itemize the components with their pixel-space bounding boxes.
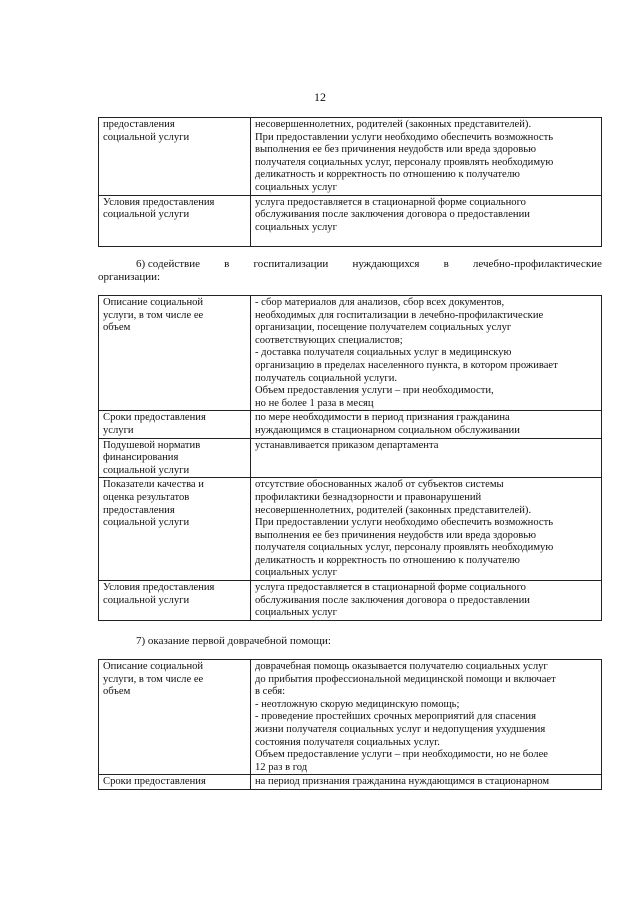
content-line: необходимых для госпитализации в лечебно-профилактические	[255, 309, 544, 321]
label-line: социальной услуги	[103, 131, 190, 143]
label-line: услуги, в том числе ее	[103, 309, 204, 321]
table-row	[99, 195, 602, 247]
label-line: объем	[103, 686, 131, 698]
content-line: соответствующих специалистов;	[255, 334, 403, 346]
content-line: несовершеннолетних, родителей (законных представителей).	[255, 504, 532, 516]
content-line: деликатность и корректность по отношению к получателю	[255, 169, 520, 181]
content-line: профилактики безнадзорности и правонарушений	[255, 491, 482, 503]
content-line: по мере необходимости в период признания гражданина	[255, 412, 510, 424]
content-line: устанавливается приказом департамента	[255, 439, 439, 451]
table-hospitalization	[98, 295, 602, 621]
table-row	[99, 660, 602, 775]
row-content	[251, 660, 602, 775]
content-line: 12 раз в год	[255, 761, 308, 773]
label-line: Условия предоставления	[103, 196, 215, 208]
heading-word: нуждающихся	[352, 258, 420, 270]
content-line: выполнения ее без причинения неудобств или вреда здоровью	[255, 529, 536, 541]
row-label	[99, 660, 251, 775]
content-line: деликатность и корректность по отношению к получателю	[255, 554, 520, 566]
label-line: социальной услуги	[103, 464, 190, 476]
content-line: получателя социальных услуг, персоналу проявлять необходимую	[255, 542, 554, 554]
label-line: финансирования	[103, 452, 179, 464]
table-continuation	[98, 117, 602, 247]
content-line: получатель социальной услуги.	[255, 372, 398, 384]
label-line: социальной услуги	[103, 517, 190, 529]
table-row	[99, 296, 602, 411]
label-line: социальной услуги	[103, 594, 190, 606]
label-line: предоставления	[103, 504, 175, 516]
table-row	[99, 411, 602, 438]
content-line: При предоставлении услуги необходимо обеспечить возможность	[255, 131, 554, 143]
heading-word: 6) содействие	[136, 258, 200, 270]
row-label	[99, 296, 251, 411]
section-6-heading	[98, 258, 602, 284]
cell-spacer	[255, 234, 598, 246]
row-label	[99, 411, 251, 438]
section-7-heading: 7) оказание первой доврачебной помощи:	[136, 635, 331, 647]
content-line: выполнения ее без причинения неудобств или вреда здоровью	[255, 144, 536, 156]
content-line: социальных услуг	[255, 221, 337, 233]
label-line: Условия предоставления	[103, 582, 215, 594]
row-label	[99, 581, 251, 621]
content-line: но не более 1 раза в месяц	[255, 397, 374, 409]
row-content	[251, 478, 602, 581]
content-line: услуга предоставляется в стационарной форме социального	[255, 582, 526, 594]
content-line: - доставка получателя социальных услуг в медицинскую	[255, 347, 512, 359]
table-row	[99, 118, 602, 196]
content-line: обслуживания после заключения договора о предоставлении	[255, 209, 530, 221]
content-line: до прибытия профессиональной медицинской помощи и включает	[255, 673, 556, 685]
content-line: нуждающимся в стационарном социальном обслуживании	[255, 424, 520, 436]
row-content	[251, 581, 602, 621]
row-content	[251, 118, 602, 196]
table-row	[99, 775, 602, 790]
content-line: социальных услуг	[255, 181, 337, 193]
content-line: - проведение простейших срочных мероприятий для спасения	[255, 711, 536, 723]
row-label	[99, 775, 251, 790]
heading-word: лечебно-профилактические	[472, 258, 602, 270]
row-content	[251, 411, 602, 438]
content-line: Объем предоставление услуги – при необходимости, но не более	[255, 749, 548, 761]
content-line: организации, посещение получателем социальных услуг	[255, 322, 512, 334]
label-line: Сроки предоставления	[103, 412, 206, 424]
table-first-aid	[98, 659, 602, 790]
label-line: Описание социальной	[103, 661, 204, 672]
row-label	[99, 478, 251, 581]
page-number: 12	[314, 90, 326, 104]
table-row	[99, 581, 602, 621]
label-line: социальной услуги	[103, 209, 190, 221]
row-label	[99, 195, 251, 247]
label-line: услуги	[103, 424, 134, 436]
content-line: Объем предоставления услуги – при необходимости,	[255, 385, 494, 397]
row-content	[251, 195, 602, 247]
section-6-line-2: организации:	[98, 271, 161, 283]
heading-word: в	[443, 258, 449, 270]
row-content	[251, 438, 602, 478]
heading-word: в	[224, 258, 230, 270]
label-line: услуги, в том числе ее	[103, 673, 204, 685]
content-line: отсутствие обоснованных жалоб от субъектов системы	[255, 479, 504, 491]
heading-word: госпитализации	[253, 258, 329, 270]
label-line: Показатели качества и	[103, 479, 204, 491]
label-line: оценка результатов	[103, 491, 190, 503]
content-line: - сбор материалов для анализов, сбор всех документов,	[255, 297, 505, 308]
content-line: жизни получателя социальных услуг и недопущения ухудшения	[255, 723, 546, 735]
row-content	[251, 296, 602, 411]
content-line: организацию в пределах населенного пункта, в котором проживает	[255, 359, 558, 371]
content-line: доврачебная помощь оказывается получателю социальных услуг	[255, 661, 548, 672]
table-row	[99, 478, 602, 581]
content-line: социальных услуг	[255, 567, 337, 579]
content-line: состояния получателя социальных услуг.	[255, 736, 440, 748]
content-line: на период признания гражданина нуждающимся в стационарном	[255, 776, 550, 788]
table-row	[99, 438, 602, 478]
content-line: социальных услуг	[255, 607, 337, 619]
row-label	[99, 438, 251, 478]
label-line: Подушевой норматив	[103, 439, 201, 451]
row-content	[251, 775, 602, 790]
label-line: предоставления	[103, 119, 175, 130]
content-line: обслуживания после заключения договора о предоставлении	[255, 594, 530, 606]
content-line: получателя социальных услуг, персоналу проявлять необходимую	[255, 156, 554, 168]
content-line: в себя:	[255, 686, 286, 698]
label-line: объем	[103, 322, 131, 334]
label-line: Сроки предоставления	[103, 776, 206, 788]
label-line: Описание социальной	[103, 297, 204, 308]
content-line: несовершеннолетних, родителей (законных представителей).	[255, 119, 532, 130]
content-line: - неотложную скорую медицинскую помощь;	[255, 698, 460, 710]
row-label	[99, 118, 251, 196]
section-6-line-1	[98, 258, 602, 271]
content-line: услуга предоставляется в стационарной форме социального	[255, 196, 526, 208]
content-line: При предоставлении услуги необходимо обеспечить возможность	[255, 517, 554, 529]
